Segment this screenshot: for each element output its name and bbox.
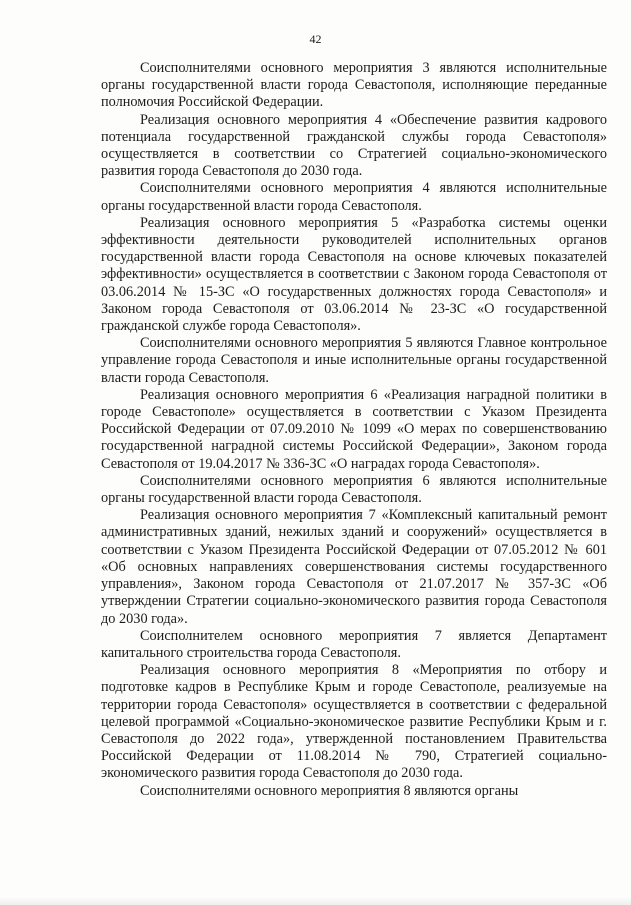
paragraph-activity-4: Реализация основного мероприятия 4 «Обеспечение развития кадрового потенциала государственной гражданской службы города Севастополя» осуществляется в соответствии со Стратегией социально-экономического развития города Севастополя до 2030 года. bbox=[101, 111, 607, 180]
paragraph-activity-5: Реализация основного мероприятия 5 «Разработка системы оценки эффективности деятельности руководителей исполнительных органов государственной власти города Севастополя на основе ключевых показателей эффективности» осуществляется в соответствии с Законом города Севастополя от 03.06.2014 № 15-ЗС «О государственных должностях города Севастополя» и Законом города Севастополя от 03.06.2014 № 23-ЗС «О государственной гражданской службе города Севастополя». bbox=[101, 214, 607, 335]
paragraph-coexecutors-3: Соисполнителями основного мероприятия 3 являются исполнительные органы государственной власти города Севастополя, исполняющие переданные полномочия Российской Федерации. bbox=[101, 60, 607, 111]
page-number: 42 bbox=[309, 32, 322, 46]
paragraph-coexecutor-7: Соисполнителем основного мероприятия 7 является Департамент капитального строительства города Севастополя. bbox=[101, 627, 607, 661]
paragraph-coexecutors-8: Соисполнителями основного мероприятия 8 являются органы bbox=[140, 782, 519, 799]
paragraph-activity-8: Реализация основного мероприятия 8 «Мероприятия по отбору и подготовке кадров в Республике Крым и городе Севастополе, реализуемые на территории города Севастополя» осуществляется в соответствии с федеральной целевой программой «Социально-экономическое развитие Республики Крым и г. Севастополя до 2022 года», утвержденной постановлением Правительства Российской Федерации от 11.08.2014 № 790, Стратегией социально-экономического развития города Севастополя до 2030 года. bbox=[101, 662, 607, 782]
paragraph-activity-6: Реализация основного мероприятия 6 «Реализация наградной политики в городе Севастополе» осуществляется в соответствии с Указом Президента Российской Федерации от 07.09.2010 № 1099 «О мерах по совершенствованию государственной наградной системы Российской Федерации», Законом города Севастополя от 19.04.2017 № 336-ЗС «О наградах города Севастополя». bbox=[101, 386, 607, 472]
paragraph-activity-7: Реализация основного мероприятия 7 «Комплексный капитальный ремонт административных зданий, нежилых зданий и сооружений» осуществляется в соответствии с Указом Президента Российской Федерации от 07.05.2012 № 601 «Об основных направлениях совершенствования системы государственного управления», Законом города Севастополя от 21.07.2017 № 357-ЗС «Об утверждении Стратегии социально-экономического развития города Севастополя до 2030 года». bbox=[101, 507, 607, 627]
paragraph-coexecutors-6: Соисполнителями основного мероприятия 6 являются исполнительные органы государственной власти города Севастополя. bbox=[101, 472, 607, 507]
document-body bbox=[101, 60, 607, 800]
scan-bottom-edge bbox=[0, 897, 631, 905]
paragraph-coexecutors-4: Соисполнителями основного мероприятия 4 являются исполнительные органы государственной власти города Севастополя. bbox=[101, 180, 607, 214]
paragraph-coexecutors-5: Соисполнителями основного мероприятия 5 являются Главное контрольное управление города Севастополя и иные исполнительные органы государственной власти города Севастополя. bbox=[101, 335, 607, 386]
